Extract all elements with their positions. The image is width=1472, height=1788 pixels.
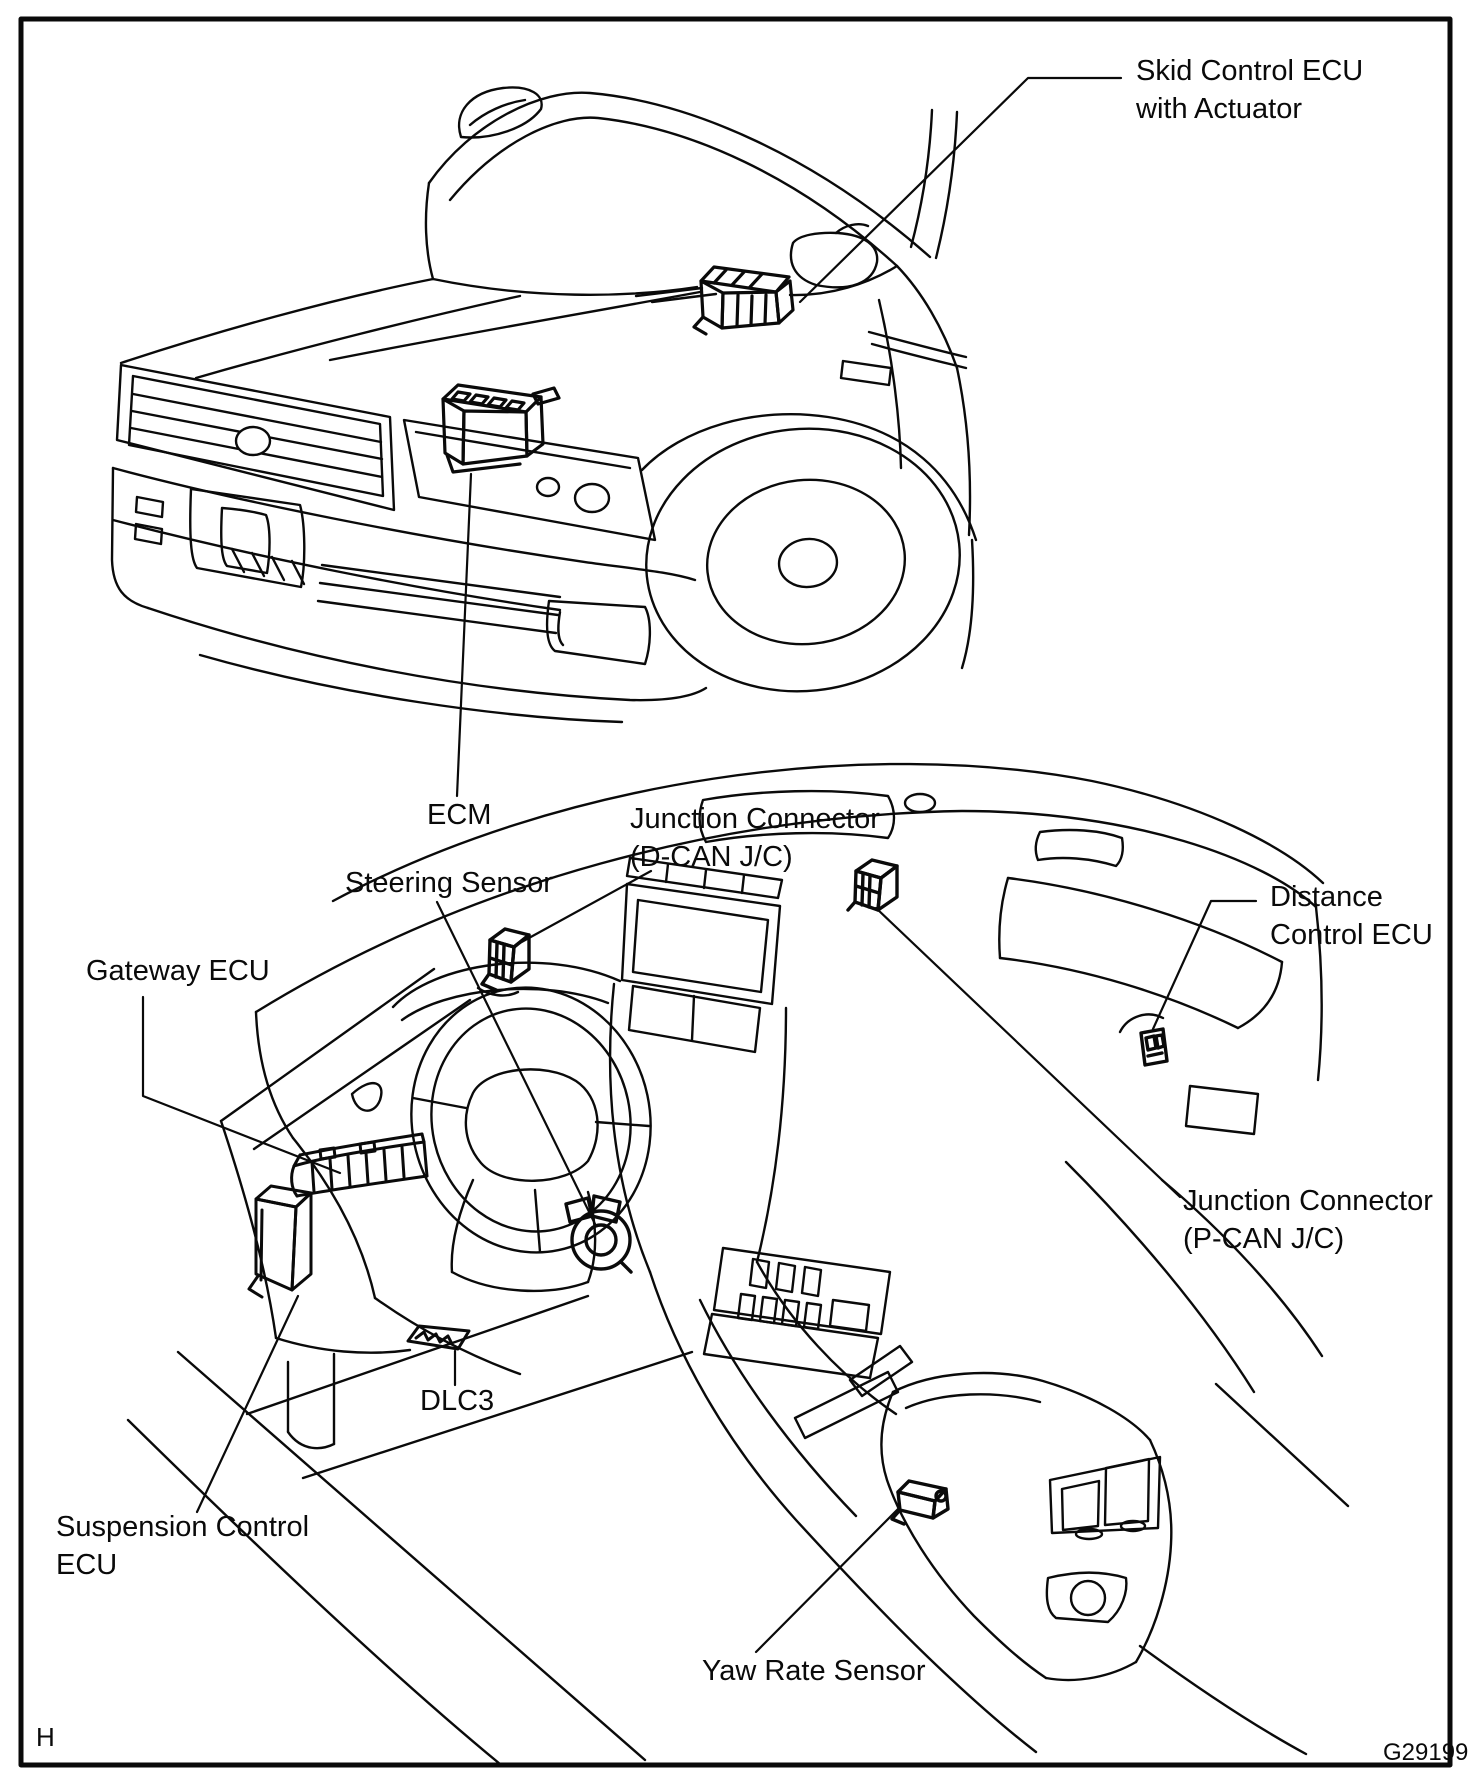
leader-pcan-junction bbox=[876, 908, 1180, 1197]
gateway-ecu-label: Gateway ECU bbox=[86, 955, 270, 987]
distance-control-ecu-label: Distance Control ECU bbox=[1270, 881, 1433, 951]
skid-control-ecu-component bbox=[694, 267, 793, 334]
yaw-rate-sensor-label: Yaw Rate Sensor bbox=[702, 1655, 926, 1687]
figure-code: G29199 bbox=[1383, 1739, 1469, 1766]
leader-suspension-control-ecu bbox=[197, 1296, 298, 1512]
junction-connector-dcan-label: Junction Connector (D-CAN J/C) bbox=[630, 803, 880, 873]
leader-skid-control-ecu bbox=[800, 78, 1121, 302]
yaw-rate-sensor-component bbox=[892, 1481, 948, 1524]
page-marker: H bbox=[36, 1722, 55, 1752]
junction-connector-pcan-label: Junction Connector (P-CAN J/C) bbox=[1183, 1185, 1433, 1255]
suspension-control-ecu-component bbox=[249, 1186, 311, 1297]
leader-yaw-rate-sensor bbox=[756, 1509, 898, 1652]
leader-gateway-ecu bbox=[143, 997, 340, 1173]
leader-steering-sensor bbox=[437, 902, 596, 1226]
car-front-illustration bbox=[112, 87, 976, 722]
skid-control-ecu-label: Skid Control ECU with Actuator bbox=[1136, 55, 1364, 125]
dlc3-label: DLC3 bbox=[420, 1385, 495, 1417]
distance-control-ecu-component bbox=[1141, 1029, 1167, 1065]
leader-ecm bbox=[457, 474, 471, 796]
dcan-junction-connector-component bbox=[482, 929, 529, 990]
leader-distance-control-ecu bbox=[1153, 901, 1256, 1029]
gateway-ecu-component bbox=[292, 1134, 427, 1196]
steering-sensor-label: Steering Sensor bbox=[345, 867, 553, 899]
ecm-label: ECM bbox=[427, 799, 492, 831]
suspension-control-ecu-label: Suspension Control ECU bbox=[56, 1511, 310, 1581]
dlc3-connector-component bbox=[408, 1326, 469, 1349]
